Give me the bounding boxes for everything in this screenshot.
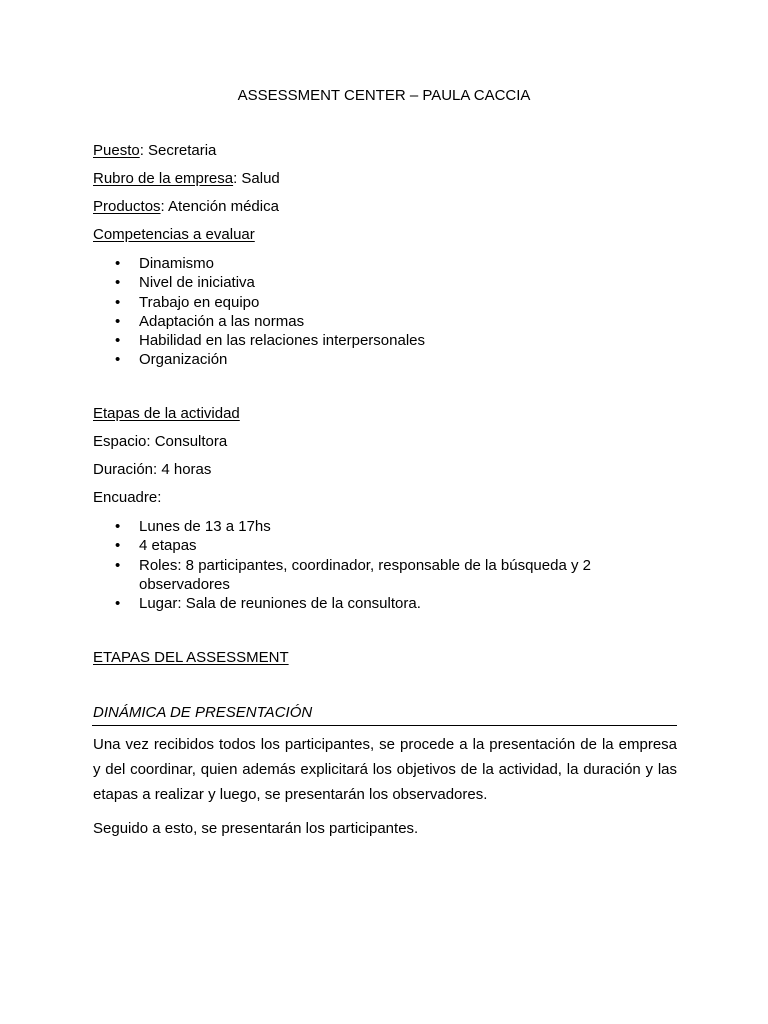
field-puesto bbox=[93, 142, 216, 160]
list-item: • Trabajo en equipo bbox=[115, 293, 260, 311]
field-label: Puesto bbox=[93, 142, 140, 159]
list-item: • Roles: 8 participantes, coordinador, responsable de la búsqueda y 2 observadores bbox=[115, 556, 591, 593]
field-value: : Salud bbox=[233, 170, 280, 187]
list-item-continuation: observadores bbox=[139, 575, 230, 593]
list-item: • Lugar: Sala de reuniones de la consultora. bbox=[115, 595, 421, 613]
bullet-icon: • bbox=[115, 293, 121, 311]
encuadre-text: Encuadre: bbox=[93, 489, 162, 506]
bullet-icon: • bbox=[115, 518, 121, 535]
list-item: • Nivel de iniciativa bbox=[115, 274, 255, 292]
bullet-icon: • bbox=[115, 274, 121, 292]
field-rubro bbox=[93, 170, 280, 188]
duracion-text: Duración: 4 horas bbox=[93, 461, 212, 478]
list-item: • Lunes de 13 a 17hs bbox=[115, 518, 271, 535]
section-divider bbox=[92, 725, 677, 726]
competencias-list bbox=[0, 254, 425, 370]
bullet-icon: • bbox=[115, 556, 121, 574]
field-productos bbox=[93, 198, 279, 216]
bullet-icon: • bbox=[115, 595, 121, 613]
list-item: • Dinamismo bbox=[115, 255, 215, 272]
field-value: : Secretaria bbox=[139, 142, 217, 159]
assessment-heading: ETAPAS DEL ASSESSMENT bbox=[93, 649, 289, 666]
competencias-heading: Competencias a evaluar bbox=[93, 226, 255, 243]
list-item: • Habilidad en las relaciones interpersonales bbox=[115, 332, 426, 350]
field-value: : Atención médica bbox=[160, 198, 279, 215]
bullet-icon: • bbox=[115, 537, 121, 555]
bullet-icon: • bbox=[115, 351, 121, 369]
bullet-icon: • bbox=[115, 255, 121, 272]
dinamica-heading: DINÁMICA DE PRESENTACIÓN bbox=[93, 704, 313, 721]
field-label: Productos bbox=[93, 198, 161, 215]
espacio-text: Espacio: Consultora bbox=[93, 433, 228, 450]
paragraph-presentacion: Una vez recibidos todos los participantes, se procede a la presentación de la empresa y del coordinar, quien además explicitará los objetivos de la actividad, la duración y las etapas a realizar y luego, se presentarán los observadores. bbox=[93, 736, 677, 803]
etapas-heading: Etapas de la actividad bbox=[93, 405, 240, 422]
document-title: ASSESSMENT CENTER – PAULA CACCIA bbox=[237, 87, 531, 104]
list-item: • Adaptación a las normas bbox=[115, 312, 305, 330]
field-label: Rubro de la empresa bbox=[93, 170, 234, 187]
paragraph-participantes: Seguido a esto, se presentarán los participantes. bbox=[93, 820, 419, 837]
bullet-icon: • bbox=[115, 332, 121, 350]
bullet-icon: • bbox=[115, 312, 121, 330]
list-item: • Organización bbox=[115, 351, 228, 369]
encuadre-list bbox=[0, 517, 591, 613]
list-item: • 4 etapas bbox=[115, 537, 197, 555]
